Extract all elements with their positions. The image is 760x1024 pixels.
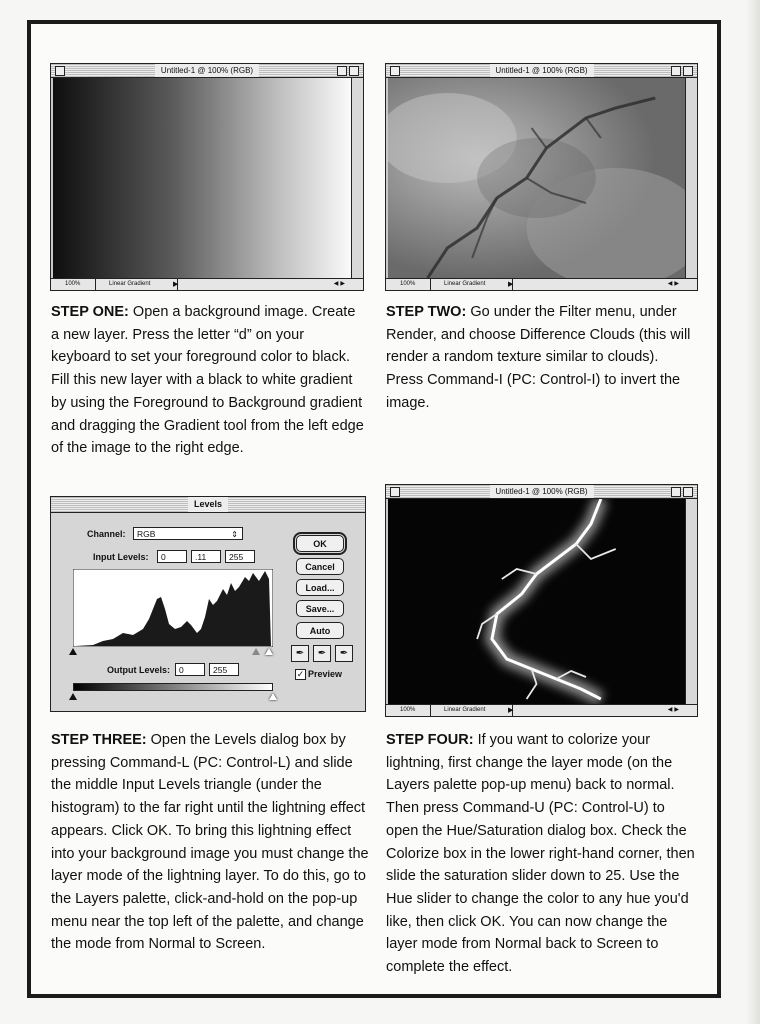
step-one-window [50, 63, 364, 291]
scroll-arrows-icon[interactable]: ◀▶ [667, 707, 681, 713]
input-level-white[interactable] [225, 550, 255, 563]
scroll-arrows-icon[interactable]: ◀▶ [667, 281, 681, 287]
step-heading: STEP TWO: [386, 304, 467, 320]
status-bar [386, 278, 697, 290]
output-level-white[interactable] [209, 663, 239, 676]
auto-button[interactable]: Auto [296, 622, 344, 639]
output-white-slider-icon[interactable] [269, 693, 277, 700]
white-eyedropper-icon[interactable]: ✒ [335, 645, 353, 662]
zoom-level[interactable]: 100% [390, 705, 431, 716]
output-level-white-value: 255 [213, 665, 228, 675]
gray-eyedropper-icon[interactable]: ✒ [313, 645, 331, 662]
scroll-arrows-icon[interactable]: ◀▶ [333, 281, 347, 287]
vertical-scrollbar[interactable] [685, 78, 697, 278]
preview-checkbox[interactable]: ✓ [296, 669, 305, 679]
input-white-slider-icon[interactable] [265, 648, 273, 655]
collapse-box-icon[interactable] [349, 66, 359, 76]
preview-label: Preview [308, 669, 343, 679]
input-level-black-value: 0 [161, 552, 166, 562]
window-title: Untitled-1 @ 100% (RGB) [489, 485, 593, 498]
channel-value: RGB [137, 529, 156, 539]
step-two-window [385, 63, 698, 291]
channel-select[interactable] [133, 527, 243, 540]
input-black-slider-icon[interactable] [69, 648, 77, 655]
output-black-slider-icon[interactable] [69, 693, 77, 700]
save-button[interactable]: Save... [296, 600, 344, 617]
input-level-gamma[interactable] [191, 550, 221, 563]
lightning-bolt [388, 499, 685, 704]
status-info: Linear Gradient [99, 279, 178, 290]
lightning-canvas[interactable] [388, 499, 685, 704]
gradient-canvas[interactable] [53, 78, 351, 278]
step-four-window [385, 484, 698, 717]
load-button[interactable]: Load... [296, 579, 344, 596]
window-title: Untitled-1 @ 100% (RGB) [155, 64, 259, 77]
collapse-box-icon[interactable] [683, 487, 693, 497]
page-edge-shadow [746, 0, 760, 1024]
input-levels-label: Input Levels: [93, 552, 149, 562]
input-level-black[interactable] [157, 550, 187, 563]
vertical-scrollbar[interactable] [351, 78, 363, 278]
levels-dialog [50, 496, 366, 712]
zoom-box-icon[interactable] [671, 487, 681, 497]
step-body: If you want to colorize your lightning, first change the layer mode (on the Layers palette pop-up menu) back to normal. Then press Command-U (PC: Control-U) to open the Hue/Saturation dialog box. Check the Colorize box in the lower right-hand corner, then slide the saturation slider down to 25. Use the Hue slider to change the color to any hue you'd like, then click OK. You can now change the layer mode from Normal back to Screen to complete the effect. [386, 732, 695, 976]
step-two-text [386, 301, 698, 415]
channel-label: Channel: [87, 529, 126, 539]
zoom-box-icon[interactable] [671, 66, 681, 76]
zoom-box-icon[interactable] [337, 66, 347, 76]
step-body: Open a background image. Create a new layer. Press the letter “d” on your keyboard to set your foreground color to black. Fill this new layer with a black to white gradient by using the Foreground to Background gradient and dragging the Gradient tool from the left edge of the image to the right edge. [51, 304, 364, 457]
dialog-title: Levels [188, 497, 228, 512]
black-eyedropper-icon[interactable]: ✒ [291, 645, 309, 662]
output-levels-label: Output Levels: [107, 665, 171, 675]
output-gradient-bar [73, 683, 273, 691]
close-box-icon[interactable] [55, 66, 65, 76]
zoom-level[interactable]: 100% [390, 279, 431, 290]
title-bar[interactable] [51, 64, 363, 78]
input-level-white-value: 255 [229, 552, 244, 562]
dialog-title-bar[interactable] [51, 497, 365, 513]
status-menu-arrow-icon[interactable]: ▶ [508, 281, 514, 288]
step-body: Open the Levels dialog box by pressing Command-L (PC: Control-L) and slide the middle Input Levels triangle (under the histogram) to the far right until the lightning effect appears. Click OK. To bring this lightning effect into your background image you must change the layer mode of the lightning layer. To do this, go to the Layers palette, click-and-hold on the pop-up menu near the top left of the palette, and change the mode from Normal to Screen. [51, 732, 369, 953]
status-info: Linear Gradient [434, 279, 513, 290]
step-heading: STEP ONE: [51, 304, 129, 320]
status-bar [386, 704, 697, 716]
step-heading: STEP FOUR: [386, 732, 474, 748]
cancel-button[interactable]: Cancel [296, 558, 344, 575]
step-four-text [386, 729, 698, 979]
step-one-text [51, 301, 367, 460]
step-three-text [51, 729, 369, 956]
ok-button[interactable]: OK [296, 535, 344, 552]
title-bar[interactable] [386, 64, 697, 78]
output-level-black-value: 0 [179, 665, 184, 675]
step-body: Go under the Filter menu, under Render, and choose Difference Clouds (this will render a random texture similar to clouds). Press Command-I (PC: Control-I) to invert the image. [386, 304, 691, 411]
status-menu-arrow-icon[interactable]: ▶ [508, 707, 514, 714]
input-gamma-slider-icon[interactable] [252, 648, 260, 655]
status-info: Linear Gradient [434, 705, 513, 716]
window-title: Untitled-1 @ 100% (RGB) [489, 64, 593, 77]
select-arrows-icon: ⇕ [231, 530, 238, 539]
difference-clouds-texture [388, 78, 685, 278]
clouds-canvas[interactable] [388, 78, 685, 278]
close-box-icon[interactable] [390, 66, 400, 76]
collapse-box-icon[interactable] [683, 66, 693, 76]
output-level-black[interactable] [175, 663, 205, 676]
close-box-icon[interactable] [390, 487, 400, 497]
status-menu-arrow-icon[interactable]: ▶ [173, 281, 179, 288]
status-bar [51, 278, 363, 290]
zoom-level[interactable]: 100% [55, 279, 96, 290]
step-heading: STEP THREE: [51, 732, 147, 748]
title-bar[interactable] [386, 485, 697, 499]
histogram [73, 569, 273, 647]
vertical-scrollbar[interactable] [685, 499, 697, 704]
input-level-gamma-value: .11 [195, 552, 207, 562]
